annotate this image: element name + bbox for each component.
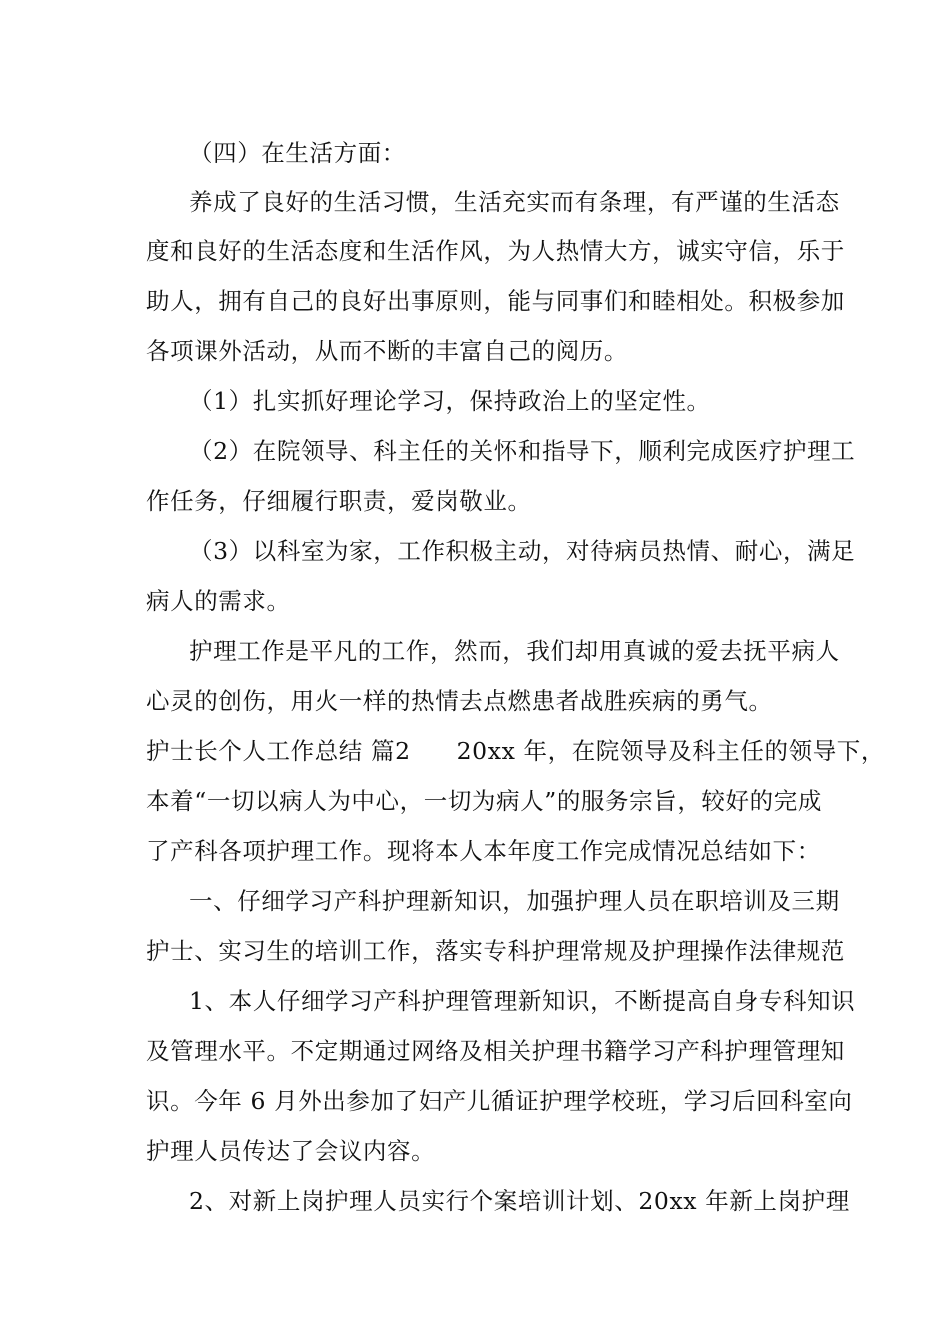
- paragraph-line: 度和良好的生活态度和生活作风，为人热情大方，诚实守信，乐于: [146, 237, 845, 265]
- numbered-item-2: 2、对新上岗护理人员实行个案培训计划、20xx 年新上岗护理: [189, 1187, 850, 1215]
- paragraph-line: 助人，拥有自己的良好出事原则，能与同事们和睦相处。积极参加: [146, 287, 845, 315]
- list-item-3: （3）以科室为家，工作积极主动，对待病员热情、耐心，满足: [189, 537, 856, 565]
- paragraph-line: 及管理水平。不定期通过网络及相关护理书籍学习产科护理管理知: [146, 1037, 845, 1065]
- paragraph-line: 作任务，仔细履行职责，爱岗敬业。: [146, 487, 532, 515]
- paragraph-line: 心灵的创伤，用火一样的热情去点燃患者战胜疾病的勇气。: [146, 687, 773, 715]
- article-heading-line: [146, 736, 885, 766]
- numbered-item-1: 1、本人仔细学习产科护理管理新知识，不断提高自身专科知识: [189, 987, 856, 1015]
- section-heading-life: （四）在生活方面：: [189, 139, 406, 167]
- section-heading-one: 一、仔细学习产科护理新知识，加强护理人员在职培训及三期: [189, 887, 840, 915]
- paragraph-line: 病人的需求。: [146, 587, 291, 615]
- paragraph-line: 各项课外活动，从而不断的丰富自己的阅历。: [146, 337, 628, 365]
- paragraph-line: 20xx 年，在院领导及科主任的领导下，: [456, 737, 886, 765]
- article-title: 护士长个人工作总结 篇2: [146, 737, 411, 765]
- paragraph-line: 护士、实习生的培训工作，落实专科护理常规及护理操作法律规范: [146, 937, 845, 965]
- paragraph-line: 本着“一切以病人为中心，一切为病人”的服务宗旨，较好的完成: [146, 787, 822, 815]
- paragraph-line: 了产科各项护理工作。现将本人本年度工作完成情况总结如下：: [146, 837, 821, 865]
- paragraph-line: 护理工作是平凡的工作，然而，我们却用真诚的爱去抚平病人: [189, 637, 840, 665]
- list-item-1: （1）扎实抓好理论学习，保持政治上的坚定性。: [189, 387, 711, 415]
- paragraph-line: 养成了良好的生活习惯，生活充实而有条理，有严谨的生活态: [189, 188, 840, 216]
- paragraph-line: 护理人员传达了会议内容。: [146, 1137, 436, 1165]
- list-item-2: （2）在院领导、科主任的关怀和指导下，顺利完成医疗护理工: [189, 437, 856, 465]
- paragraph-line: 识。今年 6 月外出参加了妇产儿循证护理学校班，学习后回科室向: [146, 1087, 853, 1115]
